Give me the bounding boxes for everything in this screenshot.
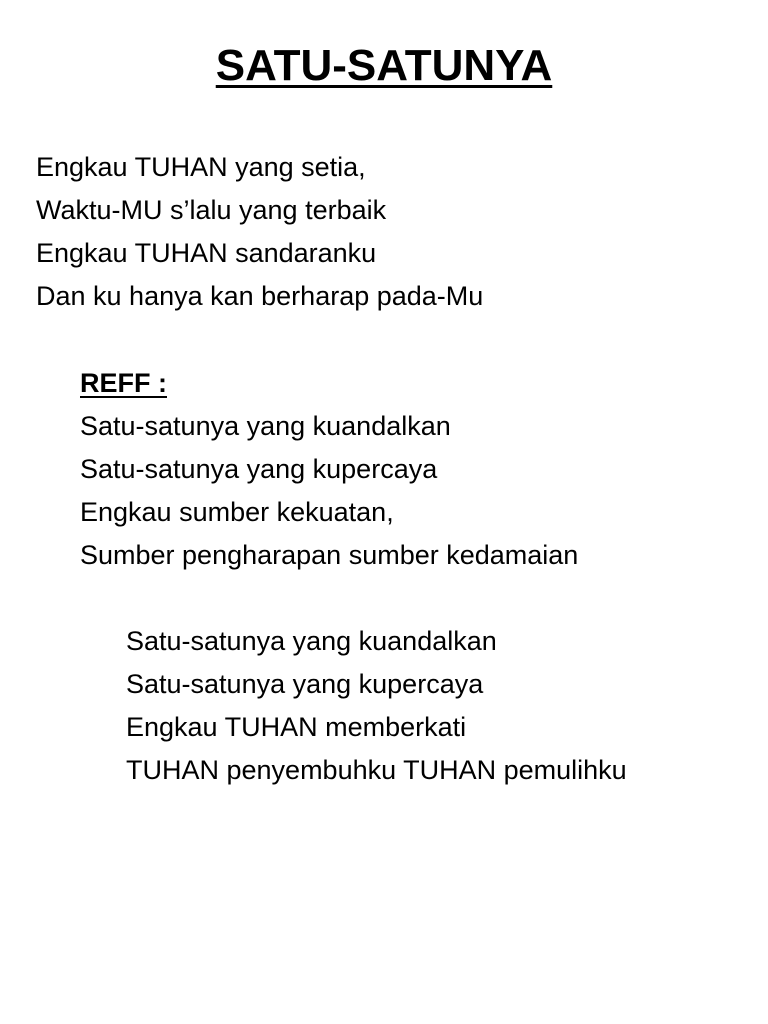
coda-line: Satu-satunya yang kupercaya	[126, 669, 484, 699]
verse-section	[36, 146, 483, 318]
verse-line: Engkau TUHAN sandaranku	[36, 238, 377, 268]
song-title: SATU-SATUNYA	[215, 41, 553, 90]
verse-line: Engkau TUHAN yang setia,	[36, 152, 366, 182]
reff-label: REFF :	[80, 368, 167, 398]
reff-line: Sumber pengharapan sumber kedamaian	[80, 540, 579, 570]
coda-line: Satu-satunya yang kuandalkan	[126, 626, 497, 656]
song-title-container	[0, 38, 768, 94]
verse-line: Dan ku hanya kan berharap pada-Mu	[36, 281, 484, 311]
reff-section	[80, 362, 578, 577]
reff-line: Engkau sumber kekuatan,	[80, 497, 394, 527]
verse-line: Waktu-MU s’lalu yang terbaik	[36, 195, 387, 225]
coda-line: TUHAN penyembuhku TUHAN pemulihku	[126, 755, 627, 785]
reff-line: Satu-satunya yang kupercaya	[80, 454, 438, 484]
coda-line: Engkau TUHAN memberkati	[126, 712, 467, 742]
coda-section	[126, 620, 627, 792]
reff-line: Satu-satunya yang kuandalkan	[80, 411, 451, 441]
